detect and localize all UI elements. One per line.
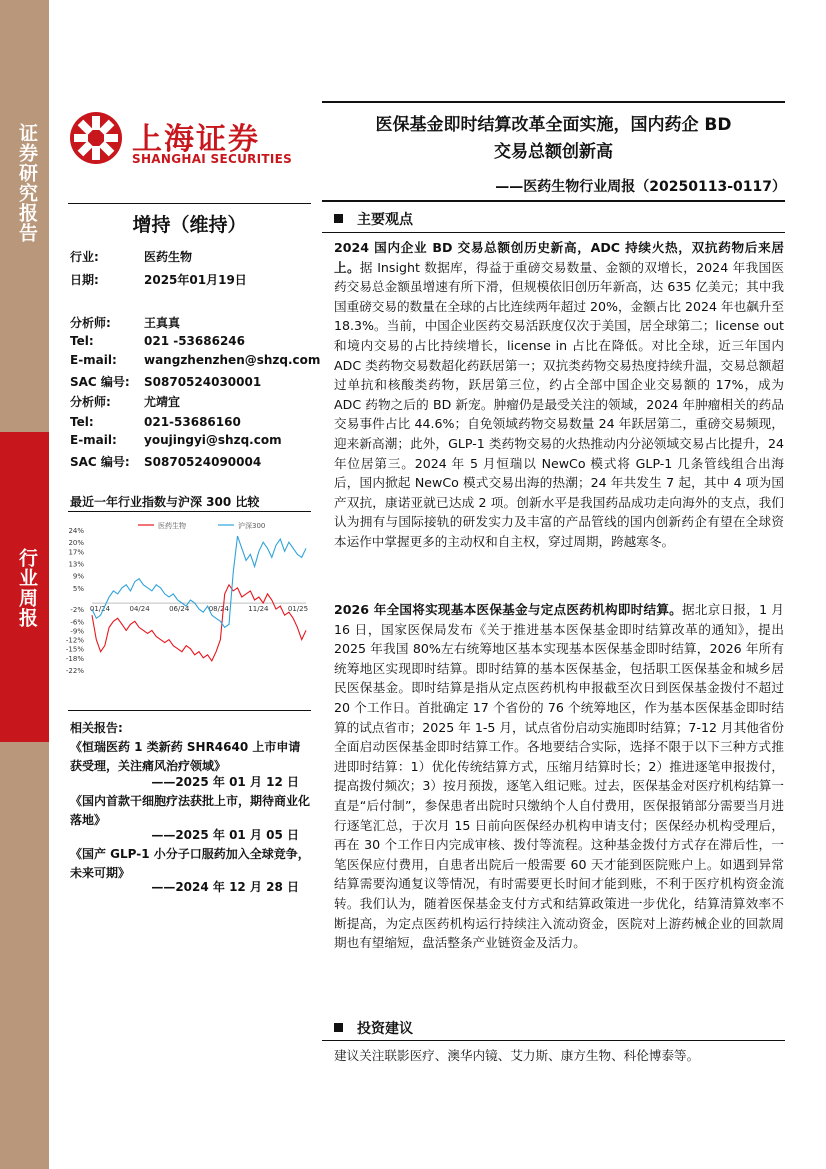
info-row <box>70 453 261 470</box>
x-tick-label: 11/24 <box>248 605 269 614</box>
info-key: 日期: <box>70 273 99 287</box>
y-tick-label: -6% <box>70 618 84 627</box>
x-tick-label: 01/25 <box>287 605 309 614</box>
report-title <box>322 112 785 166</box>
y-tick-label: 20% <box>68 539 84 548</box>
info-row <box>70 334 245 348</box>
info-value: 尤靖宜 <box>144 395 181 409</box>
info-key: E-mail: <box>70 353 117 367</box>
related-report-3-date: ——2024 年 12 月 28 日 <box>151 880 299 894</box>
section-rule <box>322 232 785 233</box>
info-row <box>70 314 180 331</box>
paragraph-investment: 建议关注联影医疗、澳华内镜、艾力斯、康方生物、科伦博泰等。 <box>334 1048 700 1063</box>
legend-label: 医药生物 <box>158 522 186 530</box>
series-line-pharma <box>89 585 309 661</box>
report-subtitle: ——医药生物行业周报（20250113-0117） <box>495 179 786 195</box>
x-tick-label: 08/24 <box>208 605 229 614</box>
y-tick-label: 9% <box>72 572 84 581</box>
info-key: Tel: <box>70 334 94 348</box>
info-key: E-mail: <box>70 433 117 447</box>
related-report-2: 《国内首款干细胞疗法获批上市，期待商业化落地》 <box>70 794 311 827</box>
info-row <box>70 248 192 265</box>
paragraph-bd-deals-lead: 2024 国内企业 BD 交易总额创历史新高，ADC 持续火热，双抗药物后来居上。 <box>334 240 784 275</box>
related-reports-heading: 相关报告: <box>70 721 123 735</box>
header-rule-top <box>322 101 785 103</box>
y-tick-label: 13% <box>68 560 84 569</box>
related-report-2-date: ——2025 年 01 月 05 日 <box>151 828 299 842</box>
report-title-line2: 交易总额创新高 <box>494 142 613 162</box>
x-tick-label: 01/24 <box>89 605 111 614</box>
y-tick-label: 24% <box>68 527 84 535</box>
section-investment-advice <box>334 1018 413 1038</box>
info-value: S0870524090004 <box>144 455 262 469</box>
y-tick-label: -18% <box>65 654 84 663</box>
related-report-3: 《国产 GLP-1 小分子口服药加入全球竞争，未来可期》 <box>70 847 310 880</box>
y-tick-label: -12% <box>65 636 84 645</box>
info-key: SAC 编号: <box>70 375 130 389</box>
x-tick-label: 06/24 <box>169 605 190 614</box>
info-value: 021 -53686246 <box>144 334 246 348</box>
section-bullet-icon <box>334 214 343 223</box>
related-report-1-date: ——2025 年 01 月 12 日 <box>151 775 299 789</box>
related-report-1: 《恒瑞医药 1 类新药 SHR4640 上市申请获受理，关注痛风治疗领域》 <box>70 740 301 773</box>
paragraph-insurance-lead: 2026 年全国将实现基本医保基金与定点医药机构即时结算。 <box>334 602 683 617</box>
info-row <box>70 353 320 367</box>
info-value: wangzhenzhen@shzq.com <box>144 353 321 367</box>
y-tick-label: -15% <box>65 645 84 654</box>
section-key-points <box>334 209 413 229</box>
x-tick-label: 04/24 <box>129 605 150 614</box>
legend-label: 沪深300 <box>238 522 266 530</box>
paragraph-bd-deals-body: 据 Insight 数据库，得益于重磅交易数量、金额的双增长，2024 年我国医药交易总金额虽增速有所下滑，但规模依旧创历年新高，达 635 亿美元；其中我国重磅交易的数量在全球的占比连续两年超过 20%，金额占比 2024 年也飙升至 18.3%。当前，中国企业医药交易活跃度仅次于美国，居全球第二；license out 和境内交易的占比持续增长，license in 占比在降低。对比全球，近三年国内 ADC 类药物交易数超化药跃居第一；双抗类药物交易热度持续升温，交易总额超过单抗和核酸类药物，跃居第三位，约占全部中国企业交易额的 17%，成为 ADC 药物之后的 BD 新宠。肿瘤仍是最受关注的领域，2024 年肿瘤相关的药品交易事件占比 44.6%；自免领域药物交易数量 24 年跃居第二，重磅交易频现，迎来新高潮；此外，GLP-1 类药物交易的火热推动内分泌领域交易占比提升，24 年位居第三。2024 年 5 月恒瑞以 NewCo 模式将 GLP-1 几条管线组合出海后，国内掀起 NewCo 模式交易出海的热潮；24 年共发生 7 起，其中 4 项为国产双抗，康诺亚就已达成 2 项。创新水平是我国药品成功走向海外的支点，我们认为拥有与国际接轨的研发实力及丰富的产品管线的国内创新药企有望在全球资本运作中掌握更多的主动权和自主权，穿过周期，跨越寒冬。 <box>334 259 785 549</box>
paragraph-insurance-body: 据北京日报，1 月 16 日，国家医保局发布《关于推进基本医保基金即时结算改革的通知》，提出 2025 年我国 80%左右统筹地区基本实现基本医保基金即时结算，2026 年所有统筹地区实现即时结算。即时结算的基本医保基金，包括职工医保基金和城乡居民医保基金。即时结算是指从定点医药机构申报截至次日到医保基金拨付不超过 20 个工作日。首批确定 17 个省份的 76 个统筹地区，作为基本医保基金即时结算的试点省市；2025 年 1-5 月，试点省份启动实施即时结算；7-12 月其他省份全面启动医保基金即时结算工作。各地要结合实际，选择不限于以下三种方式推进即时结算：1）优化传统结算方式，压缩月结算时长；2）推进逐笔申报拨付，提高拨付频次；3）按月预拨，逐笔入组记账。过去，医保基金对医疗机构结算一直是“后付制”，参保患者出院时只缴纳个人自付费用，医保报销部分需要当月进行逐笔汇总，于次月 15 日前向医保经办机构申请支付；医保经办机构受理后，再在 30 个工作日内完成审核、拨付等流程。这种基金拨付方式存在滞后性，一笔医保应付费用，自患者出院后一般需要 60 天才能到医院账户上。如遇到异常结算需要沟通复议等情况，有时需要更长时间才能到账，不利于医疗机构资金流转。我们认为，随着医保基金支付方式和结算政策进一步优化，结算清算效率不断提高，为定点医药机构运行持续注入流动资金，医院对上游药械企业的回款周期也有望缩短，盘活整条产业链资金及活力。 <box>334 602 784 951</box>
section-investment-title: 投资建议 <box>357 1021 413 1037</box>
info-row <box>70 373 261 390</box>
chart-title: 最近一年行业指数与沪深 300 比较 <box>70 495 260 509</box>
logo-en-text: SHANGHAI SECURITIES <box>132 152 293 166</box>
sidebar-label-weekly: 行业周报 <box>16 548 38 628</box>
company-logo <box>68 108 298 174</box>
info-value: 2025年01月19日 <box>144 273 247 287</box>
related-rule <box>68 710 311 711</box>
header-rule-bottom <box>322 200 785 202</box>
y-tick-label: 5% <box>72 584 84 593</box>
series-line-csi300 <box>89 536 309 627</box>
left-rule <box>68 203 311 204</box>
index-comparison-chart <box>65 520 311 680</box>
section-bullet-icon <box>334 1023 343 1032</box>
y-tick-label: -2% <box>70 606 84 615</box>
chart-rule <box>68 511 311 512</box>
info-row <box>70 271 247 288</box>
logo-mark-icon <box>68 110 124 166</box>
info-value: 王真真 <box>144 316 181 330</box>
info-value: youjingyi@shzq.com <box>144 433 282 447</box>
info-row <box>70 433 282 447</box>
paragraph-insurance-settlement <box>334 600 784 953</box>
info-key: SAC 编号: <box>70 455 130 469</box>
info-key: Tel: <box>70 415 94 429</box>
info-value: S0870524030001 <box>144 375 262 389</box>
section-key-points-title: 主要观点 <box>357 212 413 228</box>
info-value: 医药生物 <box>144 250 193 264</box>
y-tick-label: 17% <box>68 548 84 557</box>
info-key: 分析师: <box>70 395 111 409</box>
info-key: 行业: <box>70 250 99 264</box>
logo-cn-text: 上海证券 <box>132 122 260 157</box>
info-value: 021-53686160 <box>144 415 241 429</box>
rating: 增持（维持） <box>132 214 247 236</box>
y-tick-label: -9% <box>70 627 84 636</box>
info-row <box>70 393 180 410</box>
report-title-line1: 医保基金即时结算改革全面实施，国内药企 BD <box>375 115 732 135</box>
y-tick-label: -22% <box>65 667 84 675</box>
paragraph-bd-deals <box>334 238 784 552</box>
info-key: 分析师: <box>70 316 111 330</box>
section-rule <box>322 1040 785 1041</box>
info-row <box>70 415 241 429</box>
sidebar-label-report: 证券研究报告 <box>16 123 38 243</box>
